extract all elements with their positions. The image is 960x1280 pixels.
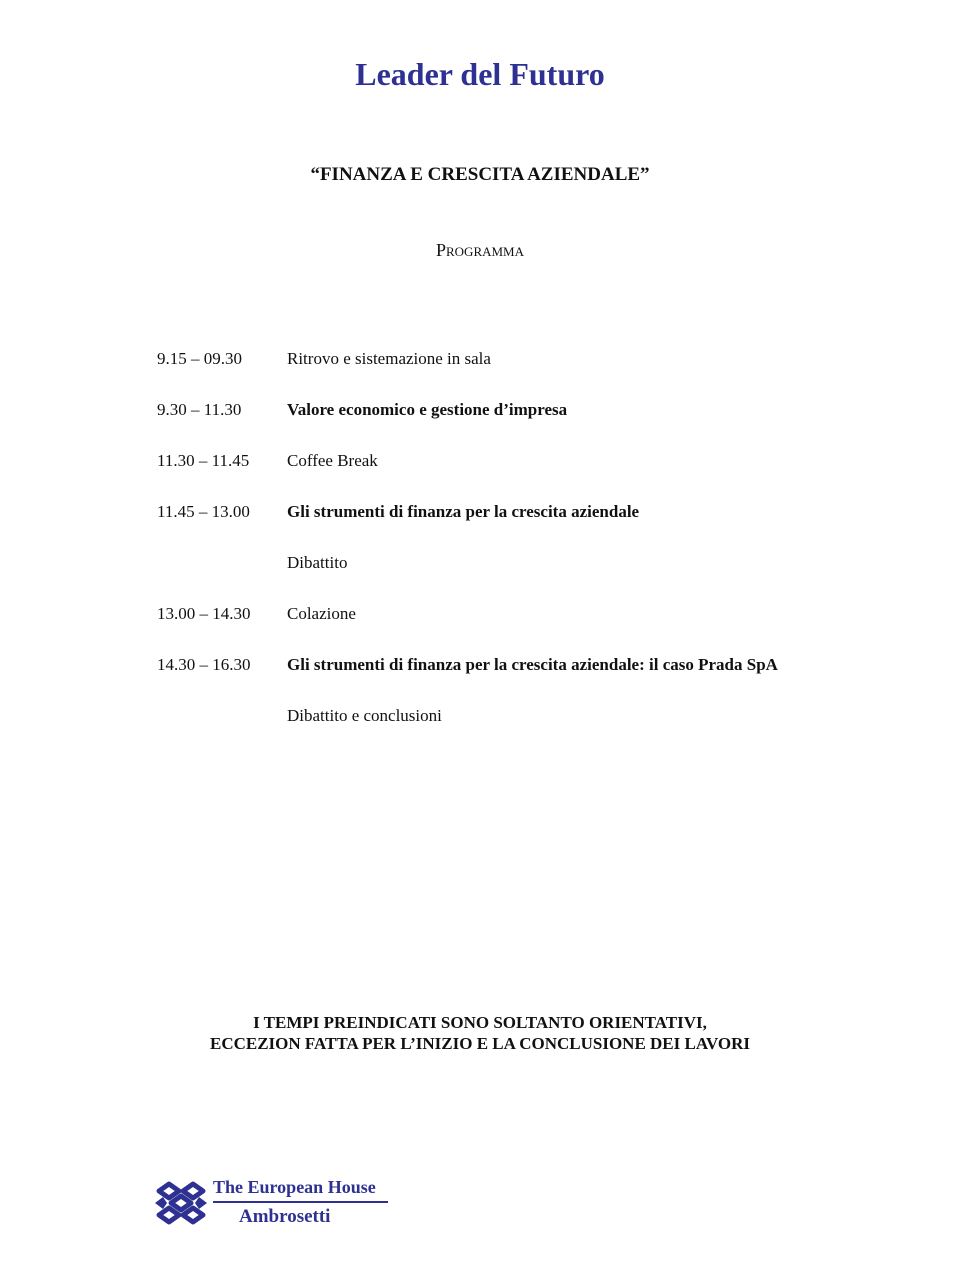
schedule-activity: Colazione bbox=[287, 604, 356, 623]
company-logo bbox=[155, 1176, 395, 1232]
schedule-time: 9.15 – 09.30 bbox=[157, 349, 242, 368]
schedule-row bbox=[157, 398, 877, 449]
schedule-row bbox=[157, 551, 877, 602]
schedule-row bbox=[157, 602, 877, 653]
schedule-row bbox=[157, 653, 877, 704]
schedule-time: 11.30 – 11.45 bbox=[157, 451, 250, 470]
schedule-activity: Valore economico e gestione d’impresa bbox=[287, 400, 568, 419]
schedule bbox=[157, 347, 877, 755]
schedule-activity: Gli strumenti di finanza per la crescita aziendale: il caso Prada SpA bbox=[287, 655, 778, 674]
logo-text-bottom: Ambrosetti bbox=[239, 1206, 331, 1227]
schedule-time: 13.00 – 14.30 bbox=[157, 604, 251, 623]
logo-divider bbox=[213, 1201, 388, 1203]
schedule-activity: Dibattito bbox=[287, 553, 348, 572]
schedule-activity: Gli strumenti di finanza per la crescita aziendale bbox=[287, 502, 640, 521]
schedule-row bbox=[157, 449, 877, 500]
notice-line: ECCEZION FATTA PER L’INIZIO E LA CONCLUSIONE DEI LAVORI bbox=[209, 1034, 750, 1053]
schedule-row bbox=[157, 704, 877, 755]
schedule-activity: Coffee Break bbox=[287, 451, 378, 470]
schedule-activity: Dibattito e conclusioni bbox=[287, 706, 442, 725]
ambrosetti-logo-icon bbox=[155, 1181, 207, 1225]
schedule-time: 14.30 – 16.30 bbox=[157, 655, 251, 674]
schedule-time: 9.30 – 11.30 bbox=[157, 400, 242, 419]
logo-text-top: The European House bbox=[213, 1177, 376, 1197]
schedule-time: 11.45 – 13.00 bbox=[157, 502, 250, 521]
event-subtitle: “FINANZA E CRESCITA AZIENDALE” bbox=[310, 164, 650, 185]
schedule-row bbox=[157, 347, 877, 398]
notice-line: I TEMPI PREINDICATI SONO SOLTANTO ORIENTATIVI, bbox=[253, 1013, 707, 1032]
schedule-row bbox=[157, 500, 877, 551]
section-heading: Programma bbox=[435, 240, 525, 260]
schedule-activity: Ritrovo e sistemazione in sala bbox=[287, 349, 491, 368]
timing-notice bbox=[0, 1012, 960, 1054]
page-title: Leader del Futuro bbox=[355, 56, 605, 92]
